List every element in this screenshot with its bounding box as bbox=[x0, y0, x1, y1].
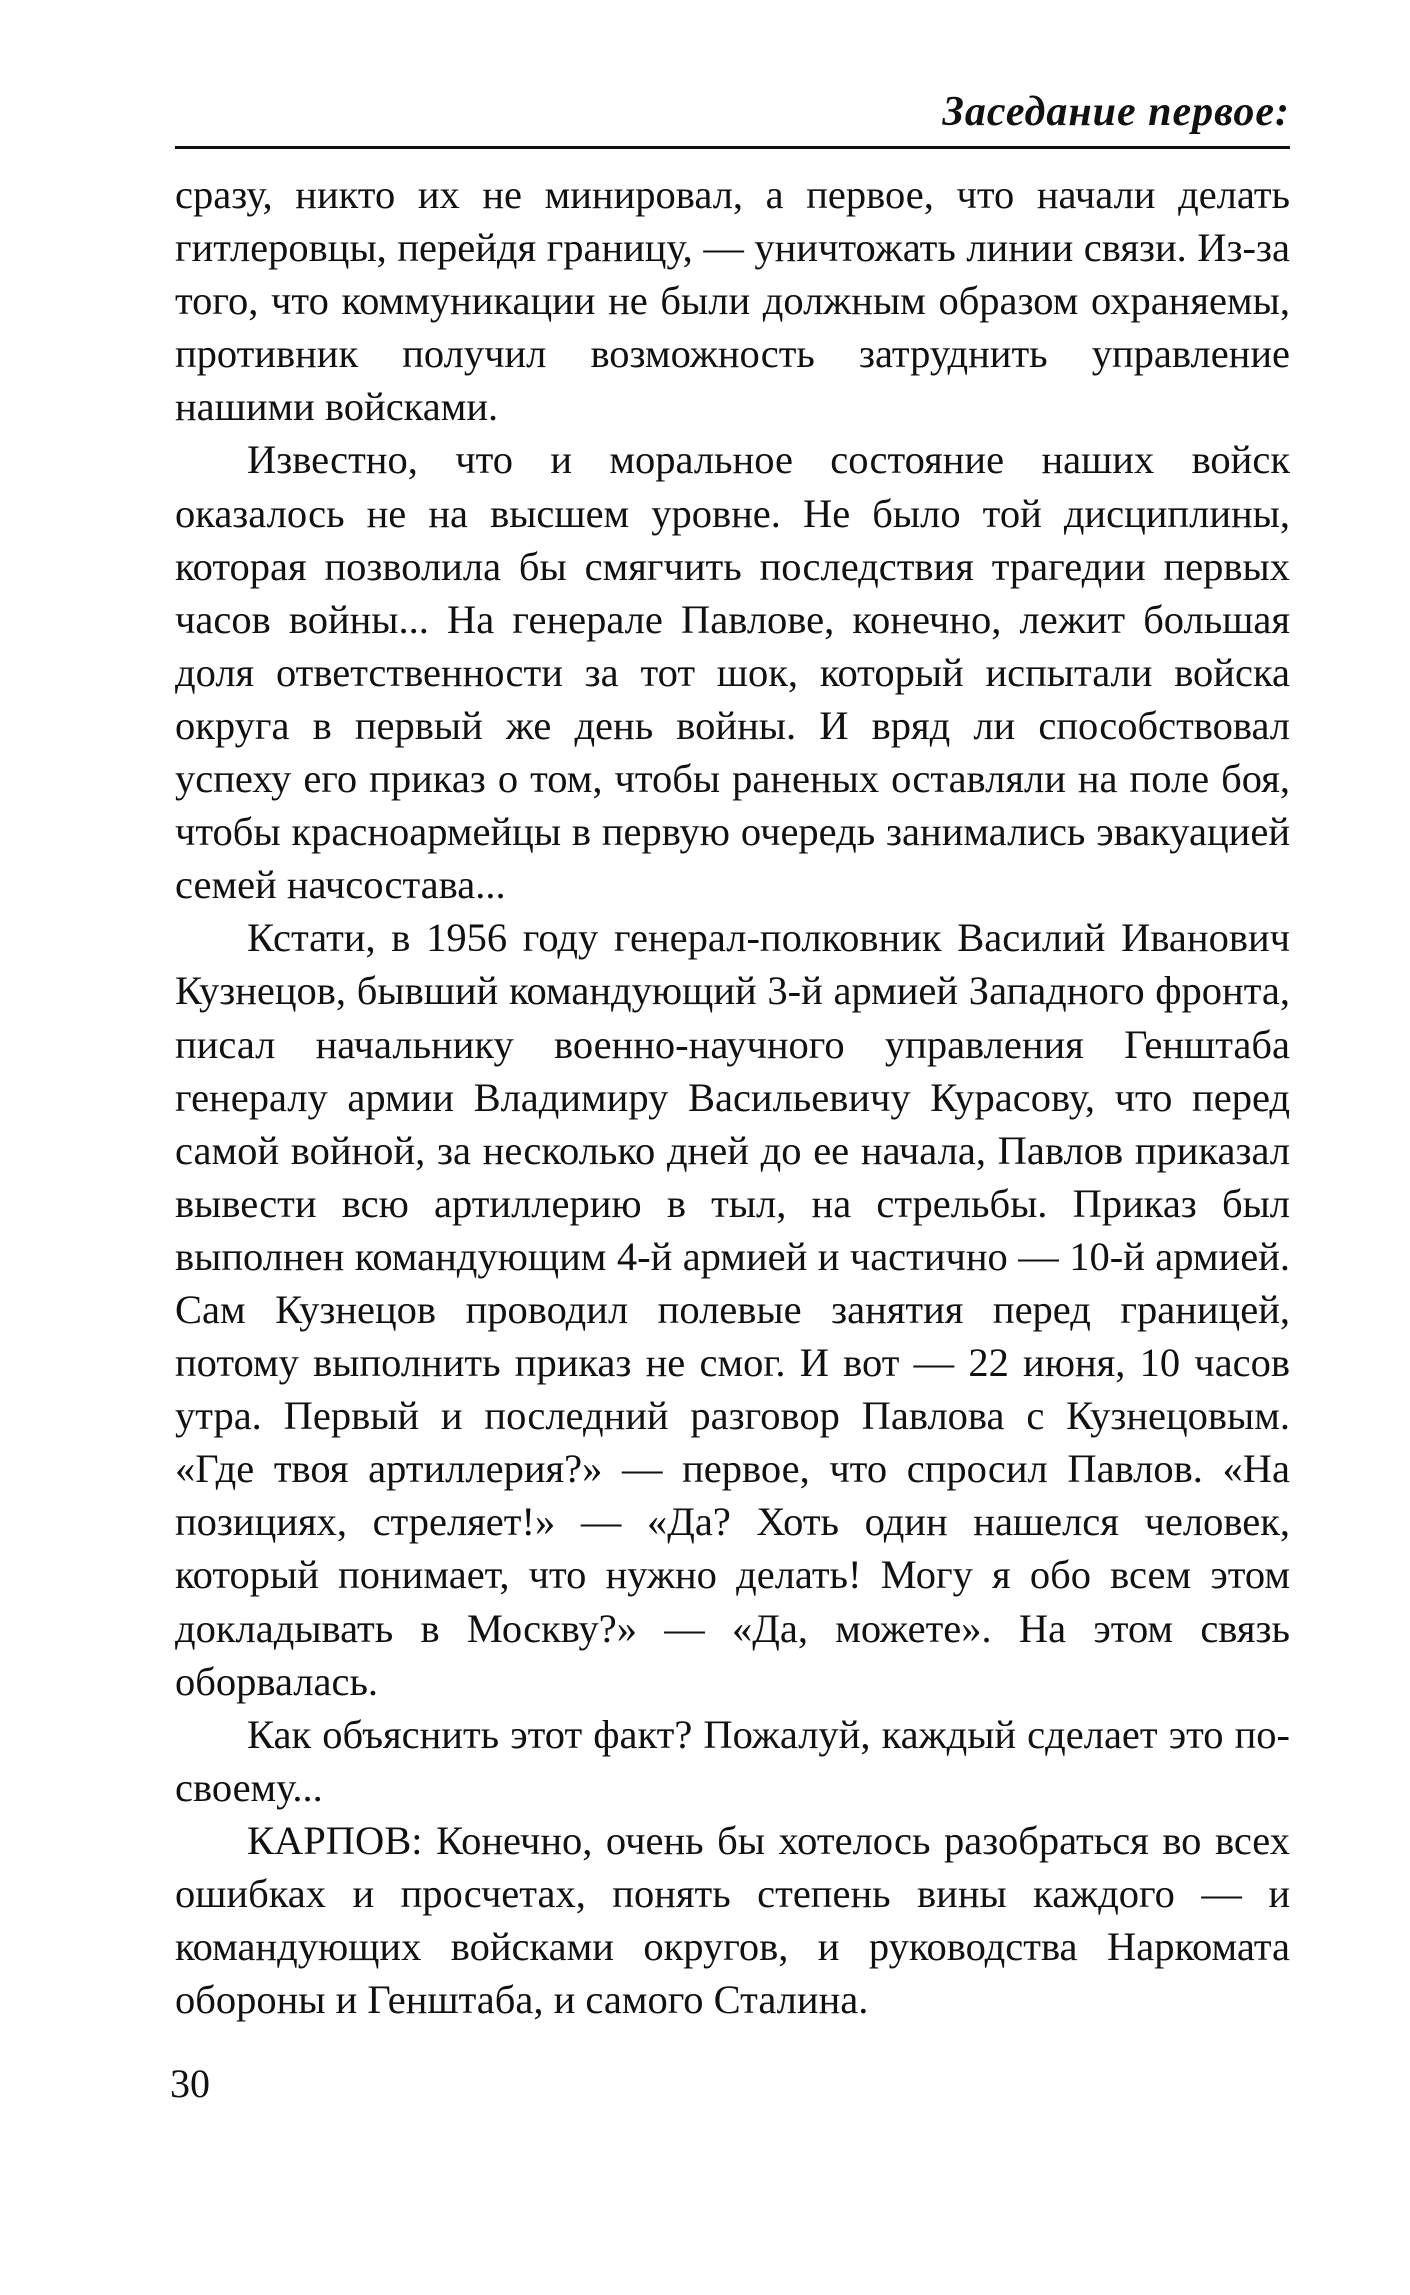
paragraph-kuznetsov: Кстати, в 1956 году генерал-полковник Василий Иванович Кузнецов, бывший командующий 3-й армией Западного фронта, писал начальнику военно-научного управления Генштаба генералу армии Владимиру Васильевичу Курасову, что перед самой войной, за несколько дней до ее начала, Павлов приказал вывести всю артиллерию в тыл, на стрельбы. Приказ был выполнен командующим 4-й армией и частично — 10-й армией. Сам Кузнецов проводил полевые занятия перед границей, потому выполнить приказ не смог. И вот — 22 июня, 10 часов утра. Первый и последний разговор Павлова с Кузнецовым. «Где твоя артиллерия?» — первое, что спросил Павлов. «На позициях, стреляет!» — «Да? Хоть один нашелся человек, который понимает, что нужно делать! Могу я обо всем этом докладывать в Москву?» — «Да, можете». На этом связь оборвалась. bbox=[175, 915, 1290, 1704]
paragraph-question: Как объяснить этот факт? Пожалуй, каждый сделает это по-своему... bbox=[175, 1711, 1290, 1810]
paragraph-morale: Известно, что и моральное состояние наших войск оказалось не на высшем уровне. Не было той дисциплины, которая позволила бы смягчить последствия трагедии первых часов войны... На генерале Павлове, конечно, лежит большая доля ответственности за тот шок, который испытали войска округа в первый же день войны. И вряд ли способствовал успеху его приказ о том, чтобы раненых оставляли на поле боя, чтобы красноармейцы в первую очередь занимались эвакуацией семей начсостава... bbox=[175, 437, 1290, 908]
page-number: 30 bbox=[170, 2061, 210, 2106]
paragraph-karpov: КАРПОВ: Конечно, очень бы хотелось разобраться во всех ошибках и просчетах, понять степень вины каждого — и командующих войсками округов, и руководства Наркомата обороны и Генштаба, и самого Сталина. bbox=[175, 1817, 1290, 2023]
running-title: Заседание первое: bbox=[942, 89, 1290, 135]
body-text bbox=[175, 168, 1290, 2026]
running-header bbox=[175, 88, 1290, 149]
paragraph-continuation: сразу, никто их не минировал, а первое, что начали делать гитлеровцы, перейдя границу, — уничтожать линии связи. Из-за того, что коммуникации не были должным образом охраняемы, противник получил возможность затруднить управление нашими войсками. bbox=[175, 172, 1290, 430]
